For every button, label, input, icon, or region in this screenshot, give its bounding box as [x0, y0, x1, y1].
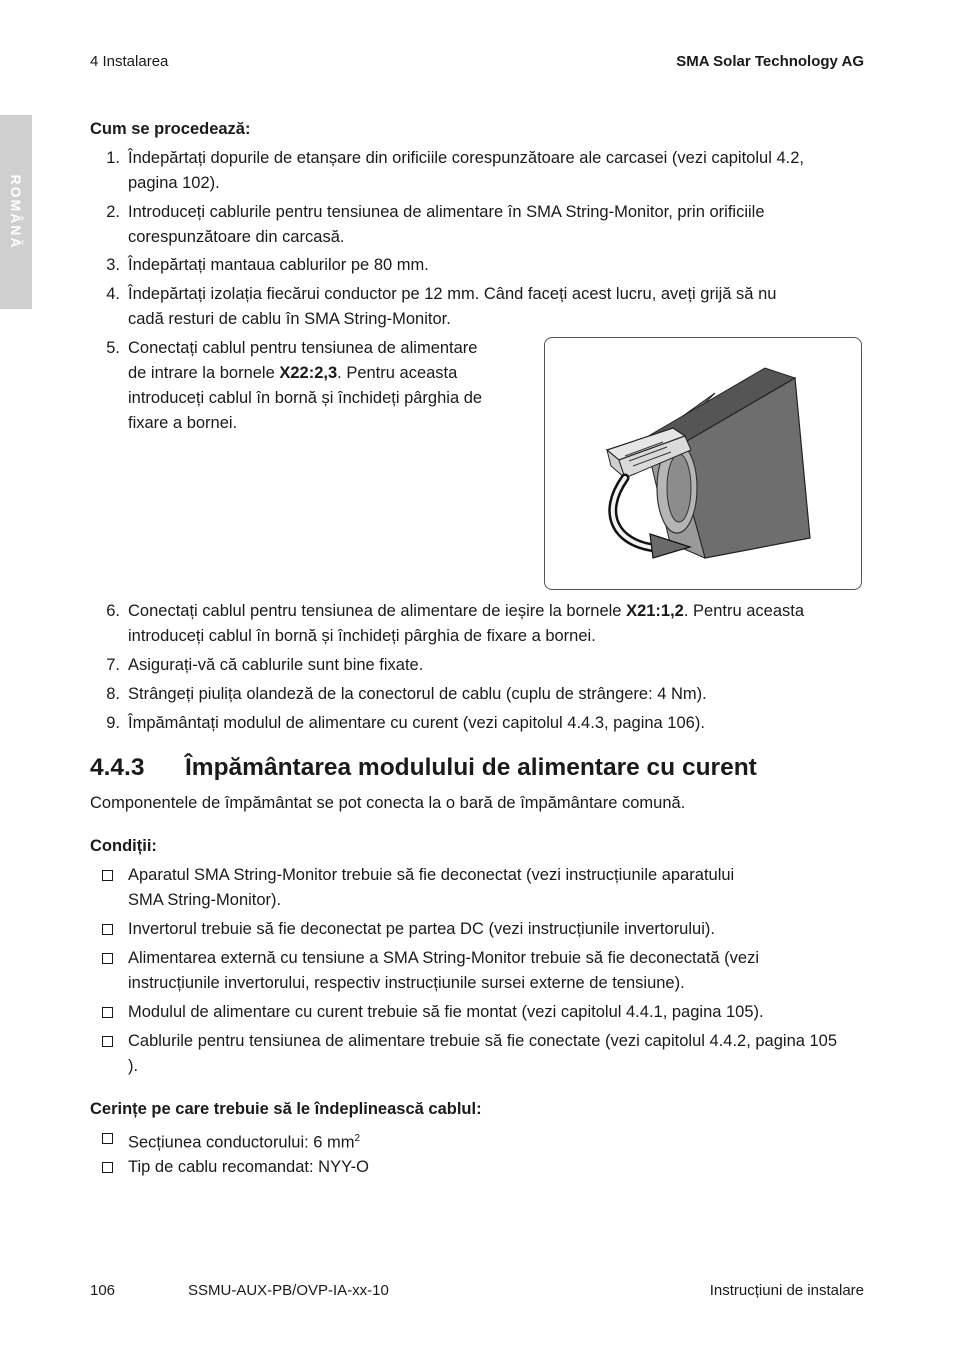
step-text-line: fixare a bornei. — [128, 414, 238, 432]
step-text-line: pagina 102). — [128, 174, 220, 192]
condition-item — [100, 1029, 900, 1079]
section-heading — [90, 754, 757, 782]
procedure-label: Cum se procedează: — [90, 120, 251, 138]
step-7 — [90, 653, 870, 678]
step-text-line: Îndepărtați izolația fiecărui conductor pe 12 mm. Când faceți acest lucru, aveți grijă să nu — [128, 285, 777, 303]
conditions-label: Condiții: — [90, 837, 157, 855]
checkbox-icon — [102, 953, 113, 964]
step-6 — [90, 599, 870, 649]
step-number: 6. — [106, 602, 120, 620]
step-text-line: Strângeți piulița olandeză de la conectorul de cablu (cuplu de strângere: 4 Nm). — [128, 685, 707, 703]
checkbox-icon — [102, 1162, 113, 1173]
step-9 — [90, 711, 870, 736]
checkbox-icon — [102, 924, 113, 935]
condition-text-line: Cablurile pentru tensiunea de alimentare trebuie să fie conectate (vezi capitolul 4.4.2, pagina 105 — [128, 1032, 838, 1050]
step-text-line: introduceți cablul în bornă și închideți pârghia de — [128, 389, 483, 407]
terminal-illustration — [544, 337, 862, 590]
step-number: 1. — [106, 149, 120, 167]
section-title: Împământarea modulului de alimentare cu curent — [185, 754, 757, 781]
condition-item — [100, 946, 900, 996]
chapter-header: 4 Instalarea — [90, 53, 169, 70]
step-text-line: Conectați cablul pentru tensiunea de alimentare — [128, 339, 478, 357]
step-2 — [90, 200, 870, 250]
condition-text-line: ). — [128, 1057, 139, 1075]
step-text-line: Îndepărtați dopurile de etanșare din orificiile corespunzătoare ale carcasei (vezi capitolul 4.2, — [128, 149, 804, 167]
step-5 — [90, 336, 530, 436]
superscript: 2 — [354, 1133, 361, 1144]
section-intro: Componentele de împământat se pot conecta la o bară de împământare comună. — [90, 794, 686, 812]
step-number: 7. — [106, 656, 120, 674]
terminal-label: X22:2,3 — [279, 364, 338, 382]
step-number: 5. — [106, 339, 120, 357]
step-3 — [90, 253, 870, 278]
step-text-line: Conectați cablul pentru tensiunea de alimentare de ieșire la bornele X21:1,2. Pentru aceasta — [128, 602, 805, 620]
condition-text-line: Modulul de alimentare cu curent trebuie să fie montat (vezi capitolul 4.4.1, pagina 105). — [128, 1003, 764, 1021]
checkbox-icon — [102, 1007, 113, 1018]
step-text-line: Asigurați-vă că cablurile sunt bine fixate. — [128, 656, 424, 674]
requirement-text: Tip de cablu recomandat: NYY-O — [128, 1158, 369, 1176]
condition-item — [100, 1000, 900, 1025]
language-label: ROMÂNĂ — [8, 174, 24, 250]
checkbox-icon — [102, 870, 113, 881]
step-number: 8. — [106, 685, 120, 703]
checkbox-icon — [102, 1133, 113, 1144]
step-text-line: Introduceți cablurile pentru tensiunea de alimentare în SMA String-Monitor, prin orificiile — [128, 203, 765, 221]
document-code: SSMU-AUX-PB/OVP-IA-xx-10 — [188, 1282, 389, 1299]
terminal-lever-drawing — [545, 338, 860, 588]
terminal-label: X21:1,2 — [626, 602, 684, 620]
step-number: 3. — [106, 256, 120, 274]
step-number: 9. — [106, 714, 120, 732]
step-4 — [90, 282, 870, 332]
company-name: SMA Solar Technology AG — [676, 53, 864, 70]
step-text-line: introduceți cablul în bornă și închideți pârghia de fixare a bornei. — [128, 627, 596, 645]
step-text-line: Împământați modulul de alimentare cu curent (vezi capitolul 4.4.3, pagina 106). — [128, 714, 705, 732]
condition-text-line: instrucțiunile invertorului, respectiv instrucțiunile sursei externe de tensiune). — [128, 974, 685, 992]
section-number: 4.4.3 — [90, 754, 145, 781]
requirement-item — [100, 1126, 900, 1156]
requirement-item — [100, 1155, 900, 1180]
step-text-line: corespunzătoare din carcasă. — [128, 228, 345, 246]
checkbox-icon — [102, 1036, 113, 1047]
page-number: 106 — [90, 1282, 116, 1299]
requirement-text: Secțiunea conductorului: 6 mm — [128, 1133, 355, 1152]
step-text-line: Îndepărtați mantaua cablurilor pe 80 mm. — [128, 256, 429, 274]
step-number: 4. — [106, 285, 120, 303]
condition-item — [100, 917, 900, 942]
step-text-line: de intrare la bornele X22:2,3. Pentru aceasta — [128, 364, 458, 382]
condition-text-line: Aparatul SMA String-Monitor trebuie să fie deconectat (vezi instrucțiunile aparatului — [128, 866, 735, 884]
condition-text-line: Invertorul trebuie să fie deconectat pe partea DC (vezi instrucțiunile invertorului). — [128, 920, 715, 938]
step-number: 2. — [106, 203, 120, 221]
condition-text-line: Alimentarea externă cu tensiune a SMA String-Monitor trebuie să fie deconectată (vezi — [128, 949, 759, 967]
condition-text-line: SMA String-Monitor). — [128, 891, 282, 909]
language-side-tab — [0, 115, 32, 309]
step-8 — [90, 682, 870, 707]
cable-requirements-label: Cerințe pe care trebuie să le îndeplinească cablul: — [90, 1100, 482, 1118]
document-type: Instrucțiuni de instalare — [709, 1282, 864, 1299]
step-text-line: cadă resturi de cablu în SMA String-Monitor. — [128, 310, 451, 328]
condition-item — [100, 863, 900, 913]
step-1 — [90, 146, 870, 196]
